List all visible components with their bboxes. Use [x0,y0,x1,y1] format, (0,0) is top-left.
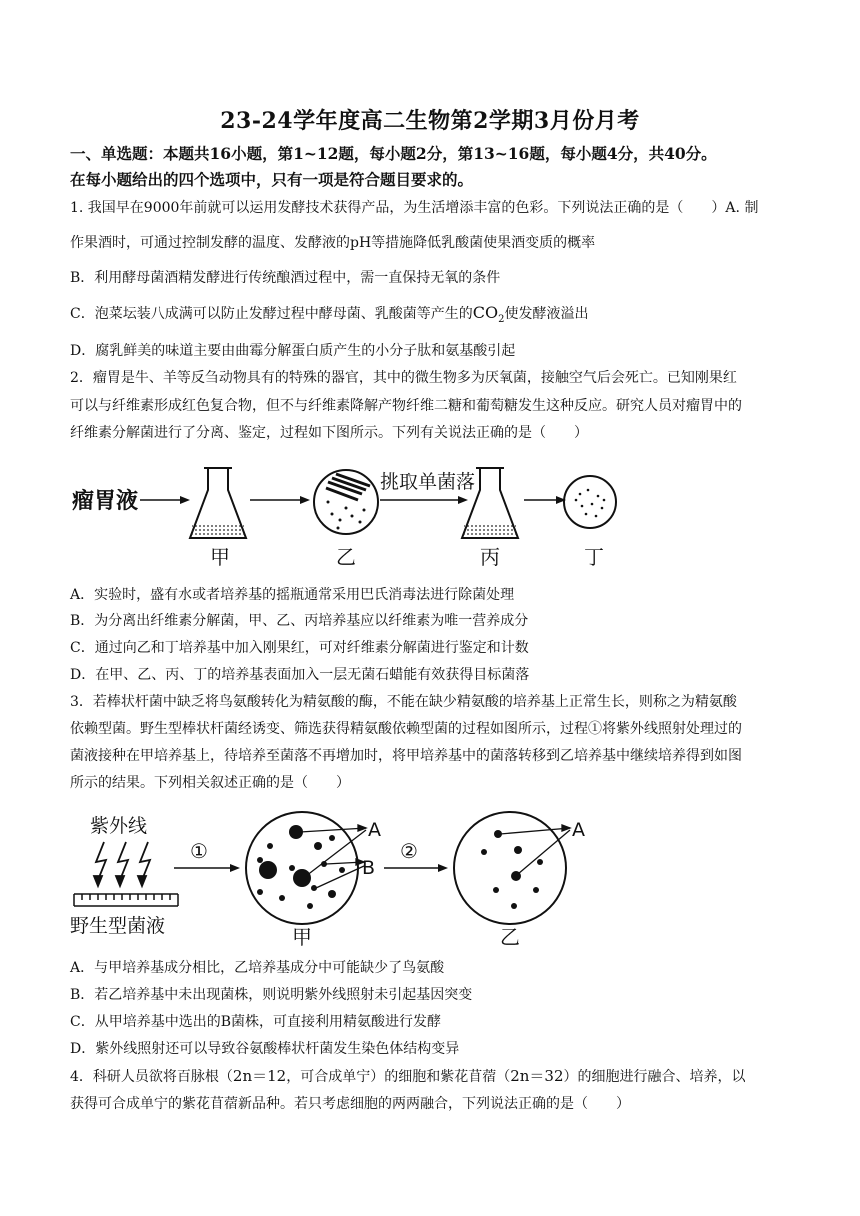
label-jia-dish: 甲 [292,925,312,949]
label-b: B [362,857,376,879]
rumen-fluid-label: 瘤胃液 [72,489,139,514]
label-jia: 甲 [210,545,230,569]
q4-stem-line1 [70,1066,798,1087]
chromosome-formula-1: 2n＝12 [232,1067,287,1085]
q3-option-b: B．若乙培养基中未出现菌株，则说明紫外线照射未引起基因突变 [70,987,473,1003]
uv-rays-icon [94,842,150,886]
label-yi-dish: 乙 [500,925,520,949]
co2-formula: $CO_2$ [472,303,505,326]
q1-option-d: D．腐乳鲜美的味道主要由曲霉分解蛋白质产生的小分子肽和氨基酸引起 [70,343,516,359]
label-yi: 乙 [336,545,356,569]
label-a-jia: A [368,819,381,841]
label-ding: 丁 [584,545,604,569]
q3-stem-line2: 依赖型菌。野生型棒状杆菌经诱变、筛选获得精氨酸依赖型菌的过程如图所示，过程①将紫外线照射处理过的 [70,721,742,737]
q3-stem-line3: 菌液接种在甲培养基上，待培养至菌落不再增加时，将甲培养基中的菌落转移到乙培养基中继续培养得到如图 [70,748,742,764]
q3-option-d: D．紫外线照射还可以导致谷氨酸棒状杆菌发生染色体结构变异 [70,1041,460,1057]
q4-text-2: ，可合成单宁）的细胞和紫花苜蓿（ [286,1069,511,1085]
culture-tray-icon [74,894,178,906]
exam-title: 23-24学年度高二生物第2学期3月份月考 [220,108,640,134]
petri-dish-ding-icon [564,476,616,528]
pick-colony-label: 挑取单菌落 [380,471,476,493]
q3-figure-uv-mutagenesis [70,806,610,950]
q4-text-3: ）的细胞进行融合、培养，以 [563,1069,746,1085]
petri-dish-jia-icon [246,812,358,924]
q4-stem-line2: 获得可合成单宁的紫花苜蓿新品种。若只考虑细胞的两两融合，下列说法正确的是（ ） [70,1096,630,1112]
section-heading-line2: 在每小题给出的四个选项中，只有一项是符合题目要求的。 [70,170,474,189]
q1-option-c-tail: 使发酵液溢出 [504,306,589,322]
q1-stem-line2: 作果酒时，可通过控制发酵的温度、发酵液的pH等措施降低乳酸菌使果酒变质的概率 [70,235,596,251]
uv-label: 紫外线 [90,815,148,837]
petri-dish-yi-icon [314,470,378,534]
q2-stem-line1: 2．瘤胃是牛、羊等反刍动物具有的特殊的器官，其中的微生物多为厌氧菌，接触空气后会死亡。已知刚果红 [70,370,737,386]
chromosome-formula-2: 2n＝32 [510,1067,564,1085]
q2-option-b: B．为分离出纤维素分解菌，甲、乙、丙培养基应以纤维素为唯一营养成分 [70,613,529,629]
q3-stem-line1: 3．若棒状杆菌中缺乏将鸟氨酸转化为精氨酸的酶，不能在缺少精氨酸的培养基上正常生长，则称之为精氨酸 [70,694,737,710]
step-1-label: ① [190,839,208,863]
q3-option-a: A．与甲培养基成分相比，乙培养基成分中可能缺少了鸟氨酸 [70,960,445,976]
q1-option-c-text: C．泡菜坛装八成满可以防止发酵过程中酵母菌、乳酸菌等产生的 [70,306,473,322]
wild-type-culture-label: 野生型菌液 [70,915,166,937]
q2-figure-cellulose-isolation [70,460,630,572]
q3-stem-line4: 所示的结果。下列相关叙述正确的是（ ） [70,775,350,791]
q4-text-1: 4．科研人员欲将百脉根（ [70,1069,233,1085]
label-a-yi: A [572,819,585,841]
q1-option-b: B．利用酵母菌酒精发酵进行传统酿酒过程中，需一直保持无氧的条件 [70,270,501,286]
q3-option-c: C．从甲培养基中选出的B菌株，可直接利用精氨酸进行发酵 [70,1014,441,1030]
arrowhead [180,496,190,504]
q2-option-a: A．实验时，盛有水或者培养基的摇瓶通常采用巴氏消毒法进行除菌处理 [70,587,515,603]
q1-option-c [70,303,798,330]
petri-dish-yi-icon [454,812,566,924]
q2-stem-line3: 纤维素分解菌进行了分离、鉴定，过程如下图所示。下列有关说法正确的是（ ） [70,425,588,441]
q2-stem-line2: 可以与纤维素形成红色复合物，但不与纤维素降解产物纤维二糖和葡萄糖发生这种反应。研究人员对瘤胃中的 [70,398,742,414]
q2-option-c: C．通过向乙和丁培养基中加入刚果红，可对纤维素分解菌进行鉴定和计数 [70,640,529,656]
pointer-lines-yi [500,825,570,874]
step-2-label: ② [400,839,418,863]
label-bing: 丙 [480,545,500,569]
flask-jia-icon [190,468,246,538]
q2-option-d: D．在甲、乙、丙、丁的培养基表面加入一层无菌石蜡能有效获得目标菌落 [70,667,530,683]
q1-stem-line1: 1. 我国早在9000年前就可以运用发酵技术获得产品，为生活增添丰富的色彩。下列说法正确的是（ ）A. 制 [70,200,759,216]
section-heading-line1: 一、单选题：本题共16小题，第1~12题，每小题2分，第13~16题，每小题4分，共40分。 [70,144,717,163]
